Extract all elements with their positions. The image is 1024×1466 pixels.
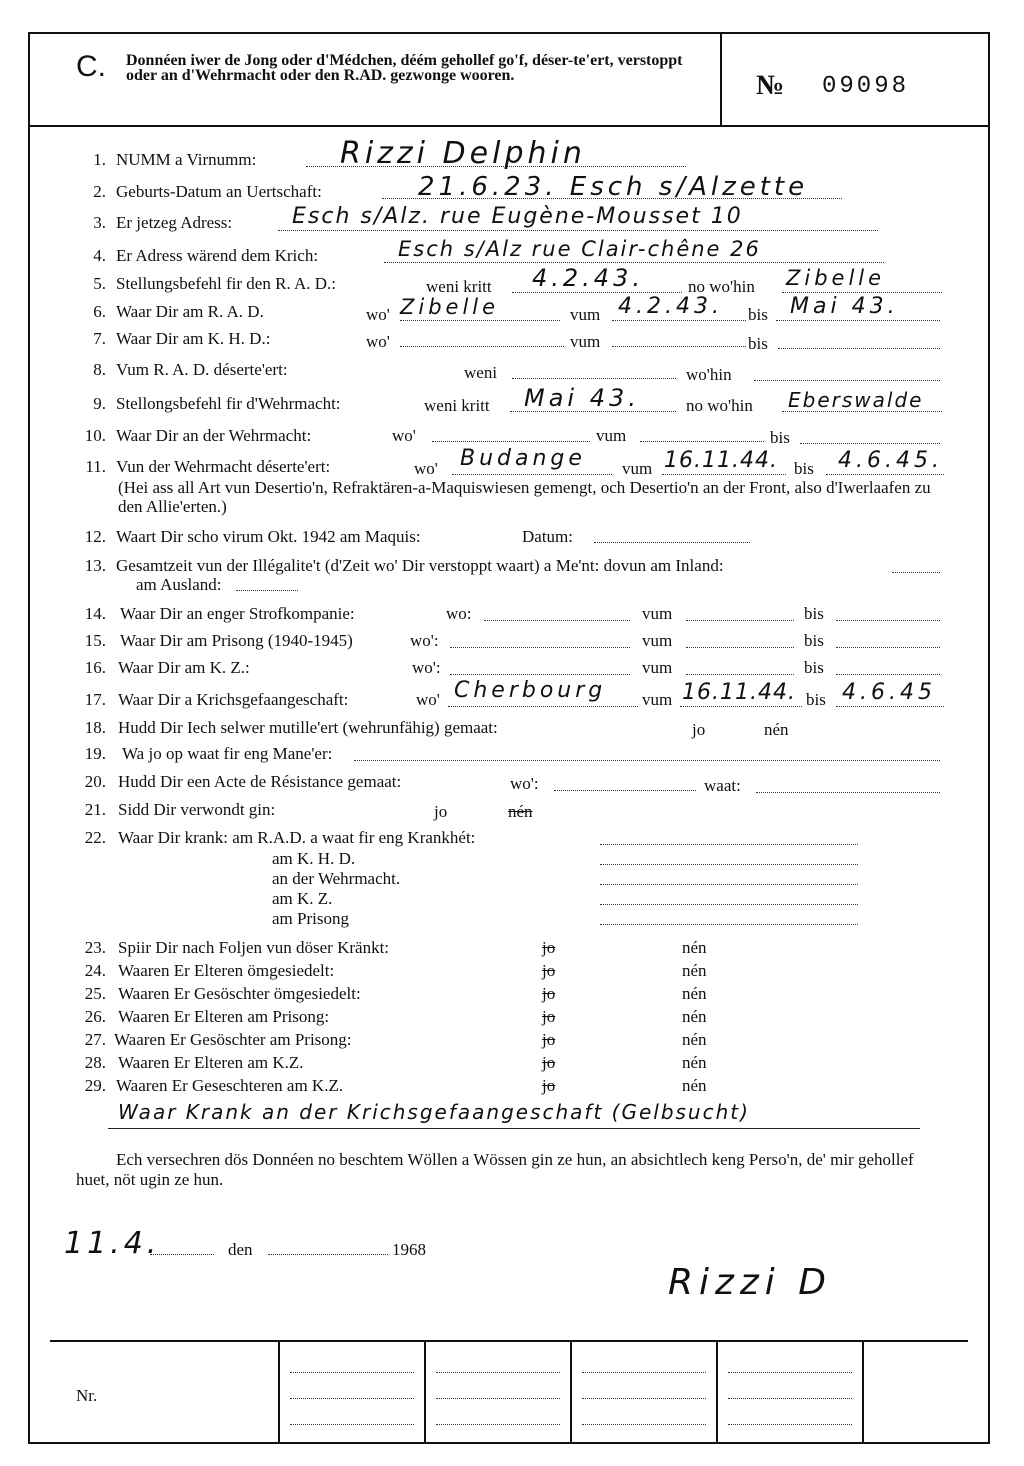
weni-label: weni [464,363,498,382]
item-number: 27. [84,1030,106,1049]
wo-label: wo' [392,426,416,445]
item-number: 23. [84,938,106,957]
item22-sub: am K. Z. [272,889,333,908]
answer-line [686,674,794,675]
answer-line [600,884,858,885]
answer-line [836,647,940,648]
answer-line [662,474,786,475]
vum-label: vum [642,658,673,677]
item-label: Waar Dir am Prisong (1940-1945) [120,631,353,650]
bottom-table-col [862,1340,864,1442]
handwritten-date: Mai 43. [524,384,640,412]
wohin-label: no wo'hin [688,277,755,296]
item-label: Waar Dir krank: am R.A.D. a waat fir eng Krankhét: [118,828,476,847]
option-jo-struck: jo [542,1076,556,1095]
item-label: Hudd Dir Iech selwer mutille'ert (wehrunfähig) gemaat: [118,718,498,737]
item-number: 1. [93,150,106,169]
year-label: 1968 [392,1240,426,1259]
wo-label: wo: [446,604,472,623]
remark-underline [108,1128,920,1129]
answer-line [484,620,630,621]
bis-label: bis [804,631,824,650]
option-jo-struck: jo [542,938,556,957]
declaration-text: Ech versechren dös Donnéen no beschtem Wöllen a Wössen gin ze hun, an absichtlech keng Perso'n, de' mir gehollef huet, nöt ugin ze hun. [76,1150,914,1189]
answer-line [594,542,750,543]
item-label: Gesamtzeit vun der Illégalite't (d'Zeit wo' Dir verstoppt waart) a Me'nt: dovun am Inland: [116,556,724,575]
bottom-table-col [570,1340,572,1442]
option-jo: jo [692,720,706,739]
handwritten-place: Eberswalde [788,388,924,412]
answer-line [754,380,940,381]
answer-line [450,674,630,675]
item-number: 7. [93,329,106,348]
item-label: Hudd Dir een Acte de Résistance gemaat: [118,772,402,791]
answer-line [400,346,564,347]
bis-label: bis [806,690,826,709]
answer-line [268,1254,388,1255]
handwritten-date: 16.11.44. [664,448,778,473]
answer-line [600,904,858,905]
item-number: 4. [93,246,106,265]
handwritten-place: Budange [460,446,586,471]
item-label: Vum R. A. D. déserte'ert: [116,360,288,379]
answer-line [354,760,940,761]
vum-label: vum [570,305,601,324]
answer-line [728,1372,852,1373]
item-label: Vun der Wehrmacht déserte'ert: [116,457,331,476]
item-number: 28. [84,1053,106,1072]
section-letter: C. [76,50,106,83]
wohin-label: no wo'hin [686,396,753,415]
header-title: Donnéen iwer de Jong oder d'Médchen, déém gehollef go'f, déser-te'ert, verstoppt oder an d'Wehrmacht oder den R.AD. gezwonge wooren. [126,52,683,84]
item22-sub: an der Wehrmacht. [272,869,401,888]
answer-line [290,1372,414,1373]
signature: Rizzi D [668,1262,832,1303]
bis-label: bis [804,604,824,623]
form-border-top [28,32,990,34]
item-number: 9. [93,394,106,413]
answer-line [582,1424,706,1425]
option-nen: nén [682,1007,707,1026]
option-nen-struck: nén [508,802,533,821]
item-number: 2. [93,182,106,201]
item-label: Waaren Er Elteren ömgesiedelt: [118,961,335,980]
option-jo-struck: jo [542,984,556,1003]
answer-line [290,1398,414,1399]
item-number: 29. [84,1076,106,1095]
answer-line [836,706,944,707]
option-nen: nén [764,720,789,739]
answer-line [686,620,794,621]
answer-line [778,348,940,349]
item-label: Stellungsbefehl fir den R. A. D.: [116,274,337,293]
number-label: № [756,70,785,101]
answer-line [600,864,858,865]
answer-line [728,1424,852,1425]
item-number: 8. [93,360,106,379]
handwritten-birth: 21.6.23. Esch s/Alzette [418,172,809,202]
item-label: Waaren Er Elteren am Prisong: [118,1007,330,1026]
vum-label: vum [642,604,673,623]
handwritten-date: 4.6.45. [838,448,943,473]
option-nen: nén [682,961,707,980]
option-jo-struck: jo [542,1053,556,1072]
handwritten-date: 4.6.45 [842,680,936,705]
bottom-table-col [278,1340,280,1442]
answer-line [290,1424,414,1425]
den-label: den [228,1240,253,1259]
item-number: 6. [93,302,106,321]
header-number-divider [720,32,722,125]
answer-line [150,1254,214,1255]
item-label: NUMM a Virnumm: [116,150,257,169]
item-number: 14. [84,604,106,623]
answer-line [448,706,638,707]
option-nen: nén [682,1030,707,1049]
answer-line [436,1424,560,1425]
item-label: Geburts-Datum an Uertschaft: [116,182,322,201]
form-number: 09098 [822,73,910,100]
item-number: 17. [84,690,106,709]
answer-line [512,378,676,379]
answer-line [236,590,298,591]
handwritten-name: Rizzi Delphin [340,136,586,171]
vum-label: vum [642,631,673,650]
item-number: 26. [84,1007,106,1026]
item-label: Waar Dir an enger Strofkompanie: [120,604,355,623]
item-label: Wa jo op waat fir eng Mane'er: [122,744,333,763]
item-label: Waar Dir am K. H. D.: [116,329,271,348]
item-label: Stellongsbefehl fir d'Wehrmacht: [116,394,341,413]
wo-label: wo': [510,774,539,793]
form-border-bottom [28,1442,990,1444]
bis-label: bis [794,459,814,478]
bis-label: bis [804,658,824,677]
item-label: Waaren Er Gesöschter ömgesiedelt: [118,984,361,1003]
answer-line [640,441,764,442]
item22-sub: am Prisong [272,909,349,928]
nr-label: Nr. [76,1386,98,1405]
answer-line [436,1398,560,1399]
form-border-left [28,32,30,1444]
answer-line [826,474,944,475]
wohin-label: wo'hin [686,365,732,384]
form-border-right [988,32,990,1444]
item-number: 19. [84,744,106,763]
item-number: 12. [84,527,106,546]
weni-label: weni kritt [426,277,492,296]
option-jo: jo [434,802,448,821]
wo-label: wo' [414,459,438,478]
item-label: Waar Dir am K. Z.: [118,658,250,677]
item-label: Waar Dir an der Wehrmacht: [116,426,312,445]
option-nen: nén [682,1076,707,1095]
item-number: 11. [85,457,106,476]
item-label: Waar Dir am R. A. D. [116,302,264,321]
weni-label: weni kritt [424,396,490,415]
vum-label: vum [642,690,673,709]
bis-label: bis [748,334,768,353]
answer-line [728,1398,852,1399]
item-number: 22. [84,828,106,847]
handwritten-current-address: Esch s/Alz. rue Eugène-Mousset 10 [292,204,743,229]
item-label: Waart Dir scho virum Okt. 1942 am Maquis: [116,527,421,546]
bottom-table-col [424,1340,426,1442]
option-jo-struck: jo [542,961,556,980]
answer-line [278,230,878,231]
answer-line [612,346,746,347]
item-number: 21. [84,800,106,819]
answer-line [600,844,858,845]
wo-label: wo' [366,305,390,324]
answer-line [432,441,590,442]
handwritten-date: 4.2.43. [618,294,723,319]
item-number: 16. [84,658,106,677]
answer-line [582,1372,706,1373]
answer-line [600,924,858,925]
handwritten-remark: Waar Krank an der Krichsgefaangeschaft (Gelbsucht) [118,1100,750,1124]
answer-line [782,292,942,293]
item-label: Waaren Er Elteren am K.Z. [118,1053,304,1072]
answer-line [452,474,612,475]
item-label: Waaren Er Geseschteren am K.Z. [116,1076,344,1095]
item-number: 24. [84,961,106,980]
option-nen: nén [682,984,707,1003]
header-divider [28,125,990,127]
bottom-table-top [50,1340,968,1342]
handwritten-date: 4.2.43. [532,264,644,292]
item-label: Sidd Dir verwondt gin: [118,800,276,819]
answer-line [686,647,794,648]
answer-line [436,1372,560,1373]
wo-label: wo' [366,332,390,351]
option-nen: nén [682,938,707,957]
item-label: Waar Dir a Krichsgefaangeschaft: [118,690,349,709]
item-number: 3. [93,213,106,232]
item-number: 20. [84,772,106,791]
wo-label: wo' [416,690,440,709]
item-label: Spiir Dir nach Foljen vun döser Kränkt: [118,938,390,957]
item-number: 25. [84,984,106,1003]
vum-label: vum [596,426,627,445]
item-number: 13. [84,556,106,575]
item-label: Waaren Er Gesöschter am Prisong: [114,1030,352,1049]
desertion-note: (Hei ass all Art vun Desertio'n, Refraktären-a-Maquiswiesen gemengt, och Desertio'n an der Front, also d'Iwerlaafen zu den Allie'erten.) [118,478,931,516]
item-number: 5. [93,274,106,293]
handwritten-place: Cherbourg [454,678,607,703]
answer-line [612,320,746,321]
bottom-table-col [716,1340,718,1442]
wo-label: wo': [412,658,441,677]
vum-label: vum [622,459,653,478]
answer-line [756,792,940,793]
answer-line [582,1398,706,1399]
option-nen: nén [682,1053,707,1072]
item-number: 10. [84,426,106,445]
vum-label: vum [570,332,601,351]
handwritten-place: Zibelle [786,266,886,290]
ausland-label: am Ausland: [136,575,222,594]
answer-line [836,674,940,675]
answer-line [554,790,696,791]
option-jo-struck: jo [542,1030,556,1049]
item-number: 18. [84,718,106,737]
handwritten-war-address: Esch s/Alz rue Clair-chêne 26 [398,237,761,261]
answer-line [836,620,940,621]
handwritten-date: Mai 43. [790,294,899,319]
handwritten-date: 16.11.44. [682,680,796,705]
answer-line [384,262,884,263]
answer-line [680,706,802,707]
answer-line [892,572,940,573]
answer-line [776,320,940,321]
item-label: Er Adress wärend dem Krich: [116,246,319,265]
handwritten-place: Zibelle [400,295,500,319]
answer-line [450,647,630,648]
answer-line [800,443,940,444]
wo-label: wo': [410,631,439,650]
answer-line [400,320,560,321]
bis-label: bis [770,428,790,447]
handwritten-date: 11.4. [64,1226,161,1261]
option-jo-struck: jo [542,1007,556,1026]
waat-label: waat: [704,776,741,795]
bis-label: bis [748,305,768,324]
item-number: 15. [84,631,106,650]
datum-label: Datum: [522,527,573,546]
item22-sub: am K. H. D. [272,849,356,868]
item-label: Er jetzeg Adress: [116,213,233,232]
answer-line [512,292,682,293]
